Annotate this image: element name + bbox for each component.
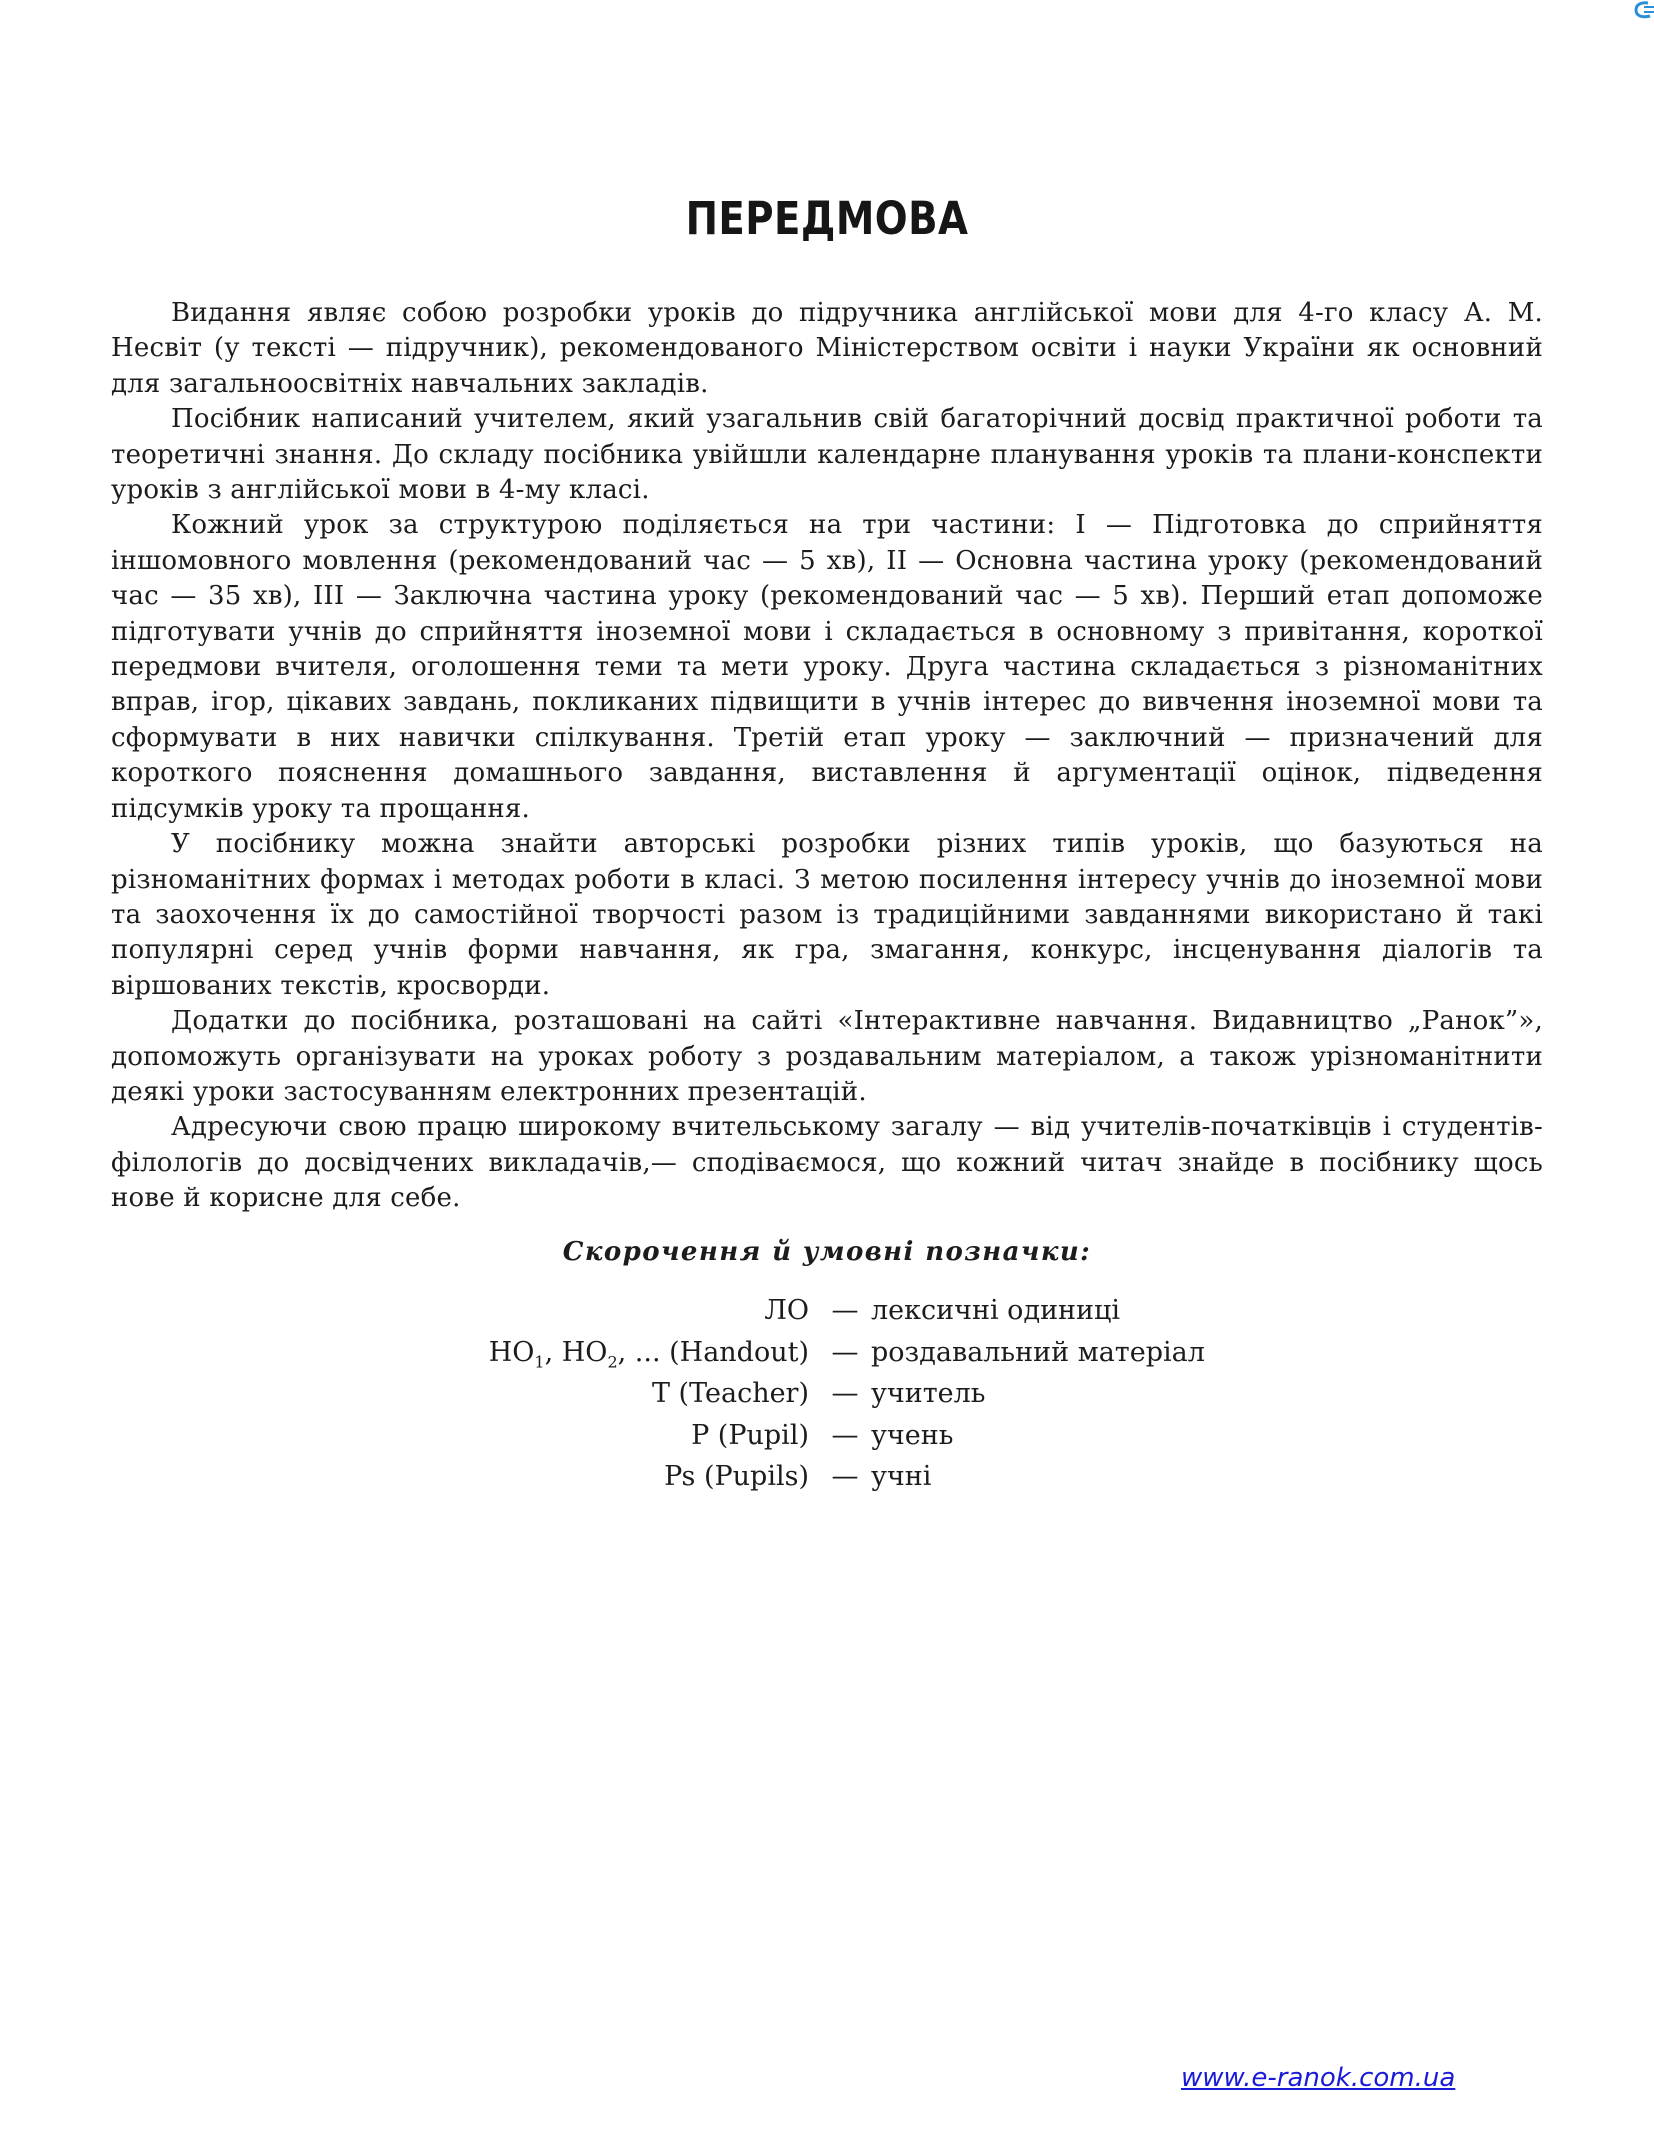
abbreviation-row [0,1456,1654,1498]
abbreviation-definition: учень [871,1419,954,1451]
abbreviation-dash: — [831,1295,859,1326]
paragraph: Додатки до посібника, розташовані на сайті «Інтерактивне навчання. Видавництво „Ранок”», допоможуть організувати на уроках роботу з роздавальним матеріалом, а також урізноманітнити деякі уроки застосуванням електронних презентацій. [111,1006,1543,1107]
term-subscript: 2 [607,1351,618,1371]
paragraph: Посібник написаний учителем, який узагальнив свій багаторічний досвід практичної роботи та теоретичні знання. До складу посібника увійшли календарне планування уроків та плани-конспекти уроків з англійської мови в 4-му класі. [111,404,1543,506]
abbreviation-definition: лексичні одиниці [871,1295,1121,1326]
abbreviations-list [0,1290,1654,1498]
abbreviation-definition: учитель [871,1378,986,1409]
paragraph: Адресуючи свою працю широкому вчительському загалу — від учителів-початківців і студентів-філологів до досвідчених викладачів,— сподіваємося, що кожний читач знайде в посібнику щось нове й корисне для себе. [111,1112,1543,1214]
abbreviation-definition: роздавальний матеріал [871,1336,1205,1368]
abbreviation-row [0,1290,1654,1332]
paragraph: Видання являє собою розробки уроків до підручника англійської мови для 4-го класу А. М. Несвіт (у тексті — підручник), рекомендованого Міністерством освіти і науки України як основний для загальноосвітніх навчальних закладів. [111,298,1543,399]
publisher-website-link[interactable]: www.e-ranok.com.ua [1181,2063,1456,2093]
abbreviation-row [0,1332,1654,1374]
page-title: ПЕРЕДМОВА [685,192,969,245]
term-part: HO [488,1336,535,1368]
abbreviation-dash: — [831,1461,859,1492]
abbreviations-heading: Скорочення й умовні позначки: [562,1237,1092,1267]
abbreviation-term [489,1332,809,1374]
abbreviation-row [0,1415,1654,1457]
term-part: , ... (Handout) [617,1336,809,1368]
term-subscript: 1 [534,1351,545,1371]
preface-body [111,296,1543,1217]
abbreviation-dash: — [831,1336,859,1368]
abbreviation-term: T (Teacher) [651,1378,809,1409]
abbreviation-dash: — [831,1419,859,1451]
abbreviation-term: Ps (Pupils) [664,1461,809,1492]
abbreviation-term: P (Pupil) [691,1419,809,1451]
abbreviation-row [0,1373,1654,1415]
publisher-logo-icon [1628,0,1654,22]
term-part: , HO [544,1336,608,1368]
abbreviation-dash: — [831,1378,859,1409]
abbreviation-definition: учні [871,1461,932,1492]
paragraph: У посібнику можна знайти авторські розробки різних типів уроків, що базуються на різноманітних формах і методах роботи в класі. З метою посилення інтересу учнів до іноземної мови та заохочення їх до самостійної творчості разом із традиційними завданнями використано й такі популярні серед учнів форми навчання, як гра, змагання, конкурс, інсценування діалогів та віршованих текстів, кросворди. [111,829,1543,1001]
abbreviation-term: ЛО [764,1295,809,1326]
paragraph: Кожний урок за структурою поділяється на три частини: I — Підготовка до сприйняття іншомовного мовлення (рекомендований час — 5 хв), II — Основна частина уроку (рекомендований час — 35 хв), III — Заключна частина уроку (рекомендований час — 5 хв). Перший етап допоможе підготувати учнів до сприйняття іноземної мови і складається в основному з привітання, короткої передмови вчителя, оголошення теми та мети уроку. Друга частина складається з різноманітних вправ, ігор, цікавих завдань, покликаних підвищити в учнів інтерес до вивчення іноземної мови та сформувати в них навички спілкування. Третій етап уроку — заключний — призначений для короткого пояснення домашнього завдання, виставлення й аргументації оцінок, підведення підсумків уроку та прощання. [111,510,1543,824]
